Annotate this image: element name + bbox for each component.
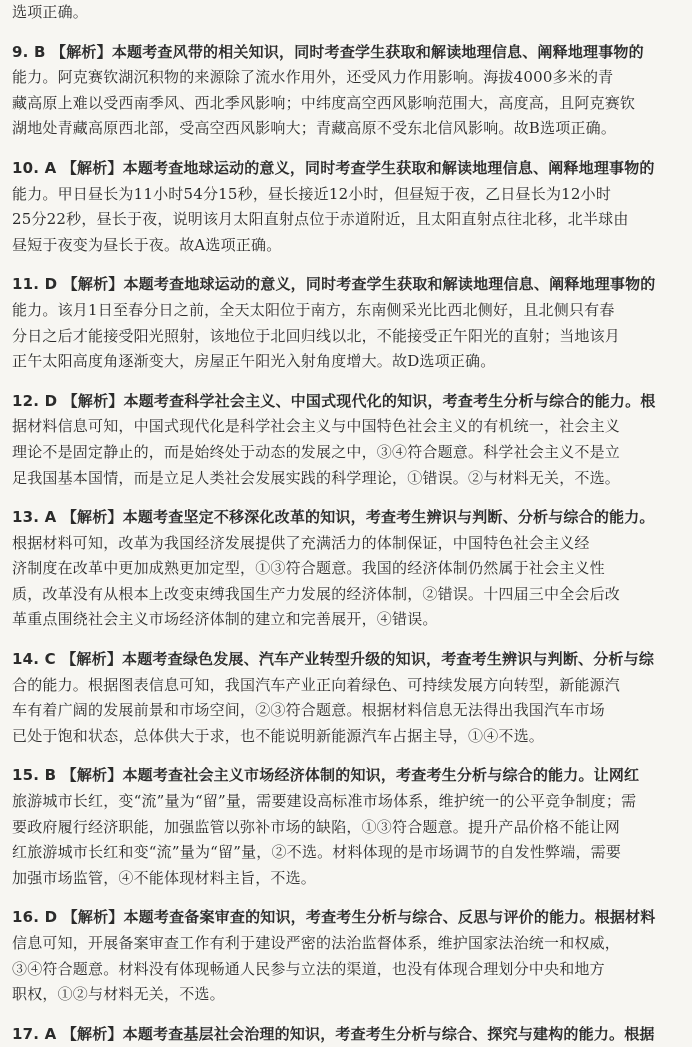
- answer-item-heading: 13. A 【解析】本题考查坚定不移深化改革的知识，考查考生辨识与判断、分析与综合的能力。: [12, 508, 655, 527]
- item-spacer: [12, 1008, 682, 1022]
- answer-item-heading: 10. A 【解析】本题考查地球运动的意义，同时考查学生获取和解读地理信息、阐释地理事物的: [12, 158, 655, 177]
- answer-item-heading: 11. D 【解析】本题考查地球运动的意义，同时考查学生获取和解读地理信息、阐释地理事物的: [12, 275, 656, 294]
- answer-text-line: 昼短于夜变为昼长于夜。故A选项正确。: [12, 235, 282, 254]
- answer-text-line: 已处于饱和状态，总体供大于求，也不能说明新能源汽车占据主导，①④不选。: [12, 726, 545, 745]
- item-spacer: [12, 26, 682, 40]
- answer-item: [12, 1022, 682, 1047]
- answer-text-line: ③④符合题意。材料没有体现畅通人民参与立法的渠道，也没有体现合理划分中央和地方: [12, 959, 605, 978]
- answer-text-line: 要政府履行经济职能，加强监管以弥补市场的缺陷，①③符合题意。提升产品价格不能让网: [12, 817, 621, 836]
- answer-text-line: 足我国基本国情，而是立足人类社会发展实践的科学理论，①错误。②与材料无关，不选。: [12, 468, 621, 487]
- answer-text-line: 红旅游城市长红和变“流”量为“留”量，②不选。材料体现的是市场调节的自发性弊端，需要: [12, 843, 622, 862]
- item-spacer: [12, 633, 682, 647]
- answer-item: [12, 905, 682, 1007]
- answer-text-line: 加强市场监管，④不能体现材料主旨，不选。: [12, 868, 317, 887]
- answer-text-line: 正午太阳高度角逐渐变大，房屋正午阳光入射角度增大。故D选项正确。: [12, 352, 496, 371]
- answer-text-line: 济制度在改革中更加成熟更加定型，①③符合题意。我国的经济体制仍然属于社会主义性: [12, 559, 605, 578]
- item-spacer: [12, 491, 682, 505]
- answer-text-line: 分日之后才能接受阳光照射，该地位于北回归线以北，不能接受正午阳光的直射；当地该月: [12, 326, 621, 345]
- answer-item-heading: 15. B 【解析】本题考查社会主义市场经济体制的知识，考查考生分析与综合的能力。让网红: [12, 766, 640, 785]
- answer-text-line: 据材料信息可知，中国式现代化是科学社会主义与中国特色社会主义的有机统一，社会主义: [12, 417, 621, 436]
- answer-text-line: 25分22秒，昼长于夜，说明该月太阳直射点位于赤道附近，且太阳直射点往北移，北半球由: [12, 210, 629, 229]
- answer-text-line: 旅游城市长红，变“流”量为“留”量，需要建设高标准市场体系，维护统一的公平竞争制度；需: [12, 792, 637, 811]
- answer-item: [12, 389, 682, 491]
- answer-text-line: 湖地处青藏高原西北部，受高空西风影响大；青藏高原不受东北信风影响。故B选项正确。: [12, 119, 617, 138]
- answer-text-line: 合的能力。根据图表信息可知，我国汽车产业正向着绿色、可持续发展方向转型，新能源汽: [12, 675, 621, 694]
- answer-item: [12, 156, 682, 258]
- answer-text-line: 能力。该月1日至春分日之前，全天太阳位于南方，东南侧采光比西北侧好，且北侧只有春: [12, 300, 615, 319]
- item-spacer: [12, 375, 682, 389]
- answer-text-line: 质，改革没有从根本上改变束缚我国生产力发展的经济体制，②错误。十四届三中全会后改: [12, 584, 621, 603]
- answer-text-line: 革重点围绕社会主义市场经济体制的建立和完善展开，④错误。: [12, 610, 438, 629]
- answer-item: [12, 505, 682, 633]
- answer-item: [12, 647, 682, 749]
- answer-text-line: 选项正确。: [12, 3, 89, 21]
- answer-item: [12, 763, 682, 891]
- answer-item: [12, 40, 682, 142]
- answer-text-line: 能力。甲日昼长为11小时54分15秒，昼长接近12小时，但昼短于夜，乙日昼长为12小时: [12, 184, 612, 203]
- item-spacer: [12, 749, 682, 763]
- answer-item-heading: 17. A 【解析】本题考查基层社会治理的知识，考查考生分析与综合、探究与建构的能力。根据: [12, 1024, 655, 1043]
- answer-text-line: 理论不是固定静止的，而是始终处于动态的发展之中，③④符合题意。科学社会主义不是立: [12, 442, 621, 461]
- item-spacer: [12, 142, 682, 156]
- answer-item-heading: 14. C 【解析】本题考查绿色发展、汽车产业转型升级的知识，考查考生辨识与判断、分析与综: [12, 650, 655, 669]
- item-spacer: [12, 891, 682, 905]
- answer-text-line: 车有着广阔的发展前景和市场空间，②③符合题意。根据材料信息无法得出我国汽车市场: [12, 701, 605, 720]
- answer-item-heading: 12. D 【解析】本题考查科学社会主义、中国式现代化的知识，考查考生分析与综合的能力。根: [12, 391, 656, 410]
- answer-text-line: 能力。阿克赛钦湖沉积物的来源除了流水作用外，还受风力作用影响。海拔4000多米的青: [12, 68, 614, 87]
- answer-item-heading: 9. B 【解析】本题考查风带的相关知识，同时考查学生获取和解读地理信息、阐释地理事物的: [12, 42, 644, 61]
- answer-text-line: 根据材料可知，改革为我国经济发展提供了充满活力的体制保证，中国特色社会主义经: [12, 533, 590, 552]
- answer-item: [12, 272, 682, 374]
- answer-item-heading: 16. D 【解析】本题考查备案审查的知识，考查考生分析与综合、反思与评价的能力。根据材料: [12, 908, 656, 927]
- answer-text-line: 信息可知，开展备案审查工作有利于建设严密的法治监督体系，维护国家法治统一和权威，: [12, 934, 621, 952]
- answer-text-line: 职权，①②与材料无关，不选。: [12, 985, 225, 1004]
- answer-text-line: 藏高原上难以受西南季风、西北季风影响；中纬度高空西风影响范围大，高度高，且阿克赛钦: [12, 93, 636, 112]
- item-spacer: [12, 258, 682, 272]
- answer-item: [12, 0, 682, 26]
